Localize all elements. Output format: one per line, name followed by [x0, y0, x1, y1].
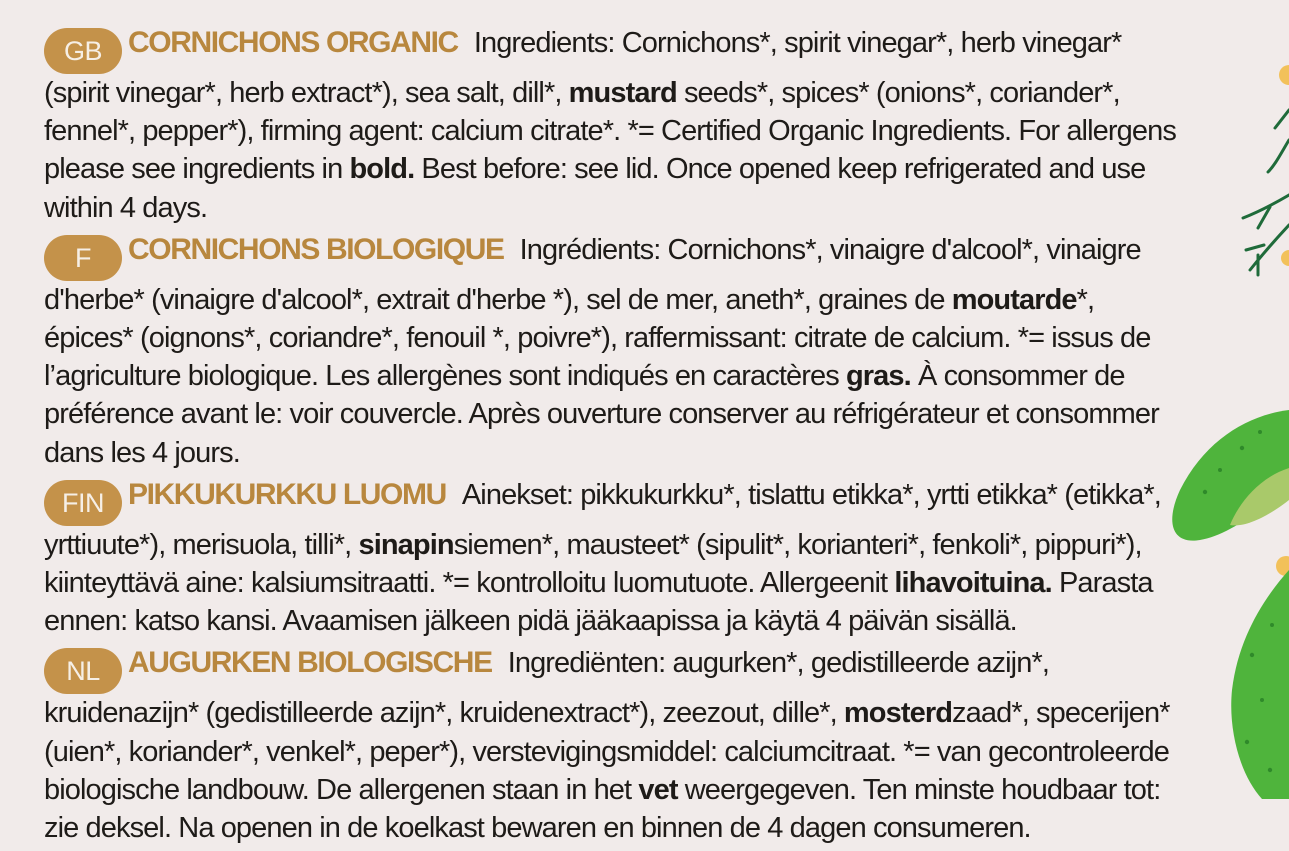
storage-text: Parasta ennen: katso kansi. Avaamisen jälkeen pidä jääkaapissa ja käytä 4 päivän sisällä.: [44, 567, 1153, 638]
bold-word: gras.: [845, 360, 911, 393]
section-nl: [44, 644, 1184, 847]
language-badge: F: [44, 235, 122, 281]
ingredients-text: seeds*, spices* (onions*, coriander*, fennel*, pepper*), firming agent: calcium citrate*. *= Certified Organic Ingredients. For allergens please see ingredients in: [44, 77, 1176, 186]
ingredients-text: siemen*, mausteet* (sipulit*, korianteri*, fenkoli*, pippuri*), kiinteyttävä aine: kalsiumsitraatti. *= kontrolloitu luomutuote. Allergeenit: [44, 528, 1142, 600]
ingredients-text: *, épices* (oignons*, coriandre*, fenouil *, poivre*), raffermissant: citrate de calcium. *= issus de l’agriculture biologique. Les allergènes sont indiqués en caractères: [44, 283, 1151, 393]
language-badge: FIN: [44, 480, 122, 526]
ingredients-text: Ingrédients: Cornichons*, vinaigre d'alcool*, vinaigre d'herbe* (vinaigre d'alcool*, extrait d'herbe *), sel de mer, aneth*, graines de: [44, 233, 1141, 316]
ingredients-text: Ingredients: Cornichons*, spirit vinegar*, herb vinegar* (spirit vinegar*, herb extract*), sea salt, dill*,: [44, 27, 1122, 109]
decor-dot-top: [1279, 65, 1289, 85]
dill-sprig-icon: [1243, 110, 1289, 275]
language-badge: NL: [44, 648, 122, 694]
language-badge: GB: [44, 28, 122, 74]
ingredients-text: Ingrediënten: augurken*, gedistilleerde azijn*, kruidenazijn* (gedistilleerde azijn*, kruidenextract*), zeezout, dille*,: [44, 647, 1049, 730]
ingredients-text: Ainekset: pikkukurkku*, tislattu etikka*, yrtti etikka* (etikka*, yrttiuute*), merisuola, tilli*,: [44, 478, 1161, 561]
storage-text: Best before: see lid. Once opened keep refrigerated and use within 4 days.: [44, 153, 1146, 224]
allergen-text: mosterd: [843, 697, 953, 730]
section-fin: [44, 476, 1184, 641]
allergen-text: mustard: [568, 77, 677, 109]
bold-word: vet: [638, 773, 678, 806]
section-f: [44, 231, 1184, 472]
decor-dot-mid: [1281, 250, 1289, 266]
storage-text: weergegeven. Ten minste houdbaar tot: zie deksel. Na openen in de koelkast bewaren en binnen de 4 dagen consumeren.: [44, 773, 1161, 845]
storage-text: À consommer de préférence avant le: voir couvercle. Après ouverture conserver au réfrigérateur et consommer dans les 4 jours.: [44, 360, 1159, 469]
section-title: CORNICHONS ORGANIC: [128, 26, 458, 59]
section-title: PIKKUKURKKU LUOMU: [128, 477, 446, 511]
section-title: CORNICHONS BIOLOGIQUE: [128, 232, 504, 266]
cucumber-icon: [1172, 410, 1289, 799]
bold-word: lihavoituina.: [894, 567, 1052, 600]
ingredients-text: zaad*, specerijen* (uien*, koriander*, venkel*, peper*), verstevigingsmiddel: calciumcitraat. *= van gecontroleerde biologische landbouw. De allergenen staan in het: [44, 697, 1170, 806]
section-title: AUGURKEN BIOLOGISCHE: [128, 646, 492, 680]
bold-word: bold.: [349, 153, 415, 186]
section-gb: [44, 24, 1184, 227]
allergen-text: moutarde: [951, 283, 1077, 316]
allergen-text: sinapin: [358, 528, 454, 561]
ingredients-label: [44, 24, 1184, 851]
